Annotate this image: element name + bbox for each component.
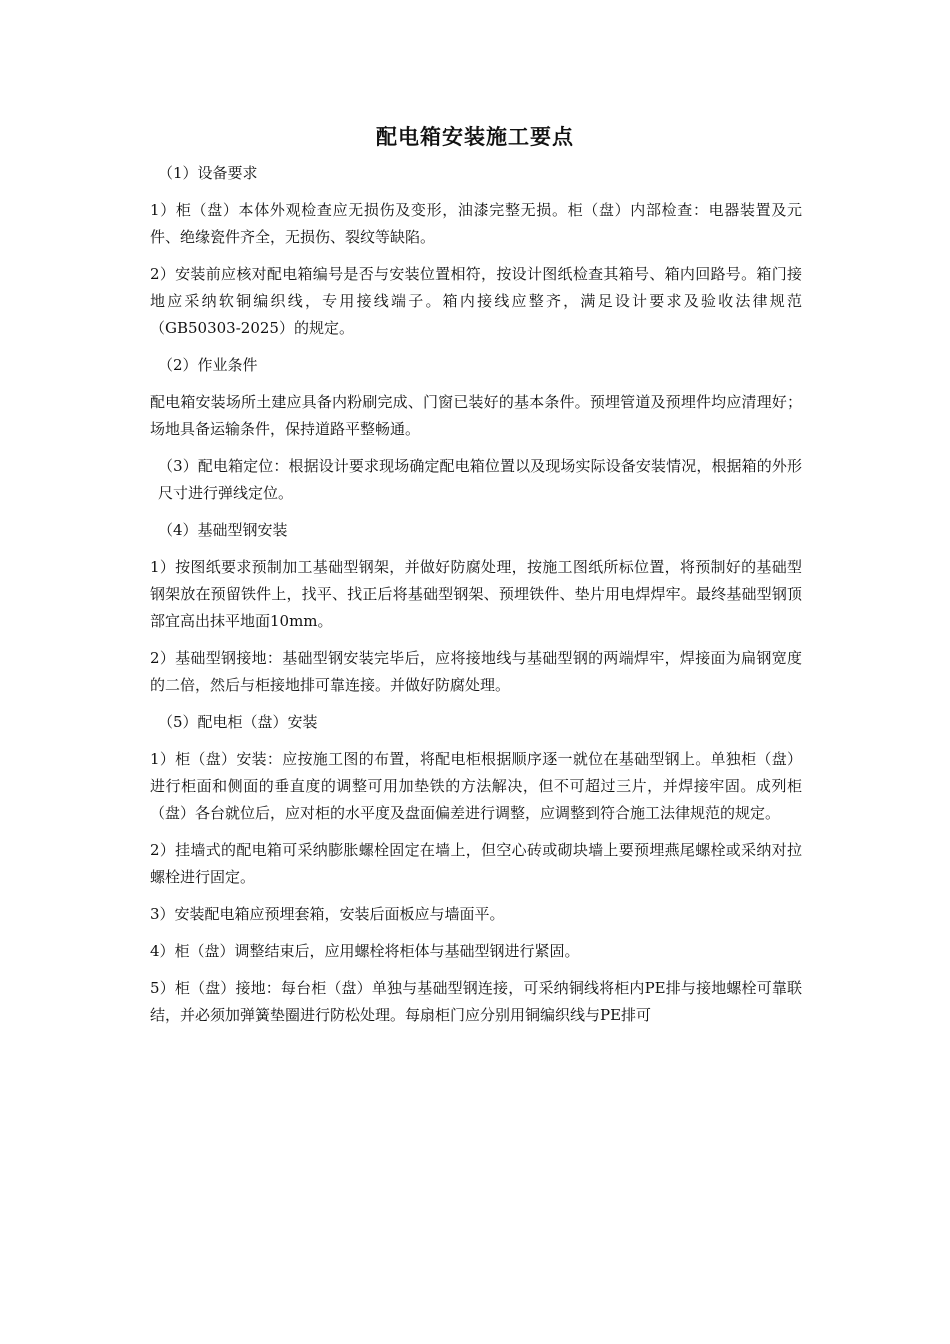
section-heading-conditions: （2）作业条件: [158, 356, 258, 374]
paragraph: 5）柜（盘）接地：每台柜（盘）单独与基础型钢连接，可采纳铜线将柜内PE排与接地螺栓可靠联结，并必须加弹簧垫圈进行防松处理。每扇柜门应分别用铜编织线与PE排可: [150, 979, 802, 1024]
section-heading-steel-base: （4）基础型钢安装: [158, 521, 288, 539]
section-heading-cabinet-install: （5）配电柜（盘）安装: [158, 713, 318, 731]
paragraph: 2）安装前应核对配电箱编号是否与安装位置相符，按设计图纸检查其箱号、箱内回路号。箱门接地应采纳软铜编织线，专用接线端子。箱内接线应整齐，满足设计要求及验收法律规范（GB50303-2025）的规定。: [150, 265, 802, 337]
section-heading-equipment: （1）设备要求: [158, 164, 258, 182]
paragraph: 2）基础型钢接地：基础型钢安装完毕后，应将接地线与基础型钢的两端焊牢，焊接面为扁钢宽度的二倍，然后与柜接地排可靠连接。并做好防腐处理。: [150, 649, 802, 694]
document-body: [150, 160, 802, 1039]
document-title: 配电箱安装施工要点: [376, 124, 574, 149]
paragraph: 1）按图纸要求预制加工基础型钢架，并做好防腐处理，按施工图纸所标位置，将预制好的基础型钢架放在预留铁件上，找平、找正后将基础型钢架、预埋铁件、垫片用电焊焊牢。最终基础型钢顶部宜高出抹平地面10mm。: [150, 558, 802, 630]
paragraph: 配电箱安装场所土建应具备内粉刷完成、门窗已装好的基本条件。预埋管道及预埋件均应清理好；场地具备运输条件，保持道路平整畅通。: [150, 393, 802, 438]
section-heading-positioning: （3）配电箱定位：根据设计要求现场确定配电箱位置以及现场实际设备安装情况，根据箱的外形尺寸进行弹线定位。: [158, 457, 802, 502]
paragraph: 1）柜（盘）本体外观检查应无损伤及变形，油漆完整无损。柜（盘）内部检查：电器装置及元件、绝缘瓷件齐全，无损伤、裂纹等缺陷。: [150, 201, 802, 246]
paragraph: 1）柜（盘）安装：应按施工图的布置，将配电柜根据顺序逐一就位在基础型钢上。单独柜（盘）进行柜面和侧面的垂直度的调整可用加垫铁的方法解决，但不可超过三片，并焊接牢固。成列柜（盘）各台就位后，应对柜的水平度及盘面偏差进行调整，应调整到符合施工法律规范的规定。: [150, 750, 802, 822]
paragraph: 2）挂墙式的配电箱可采纳膨胀螺栓固定在墙上，但空心砖或砌块墙上要预埋燕尾螺栓或采纳对拉螺栓进行固定。: [150, 841, 802, 886]
paragraph: 3）安装配电箱应预埋套箱，安装后面板应与墙面平。: [150, 905, 505, 923]
paragraph: 4）柜（盘）调整结束后，应用螺栓将柜体与基础型钢进行紧固。: [150, 942, 580, 960]
